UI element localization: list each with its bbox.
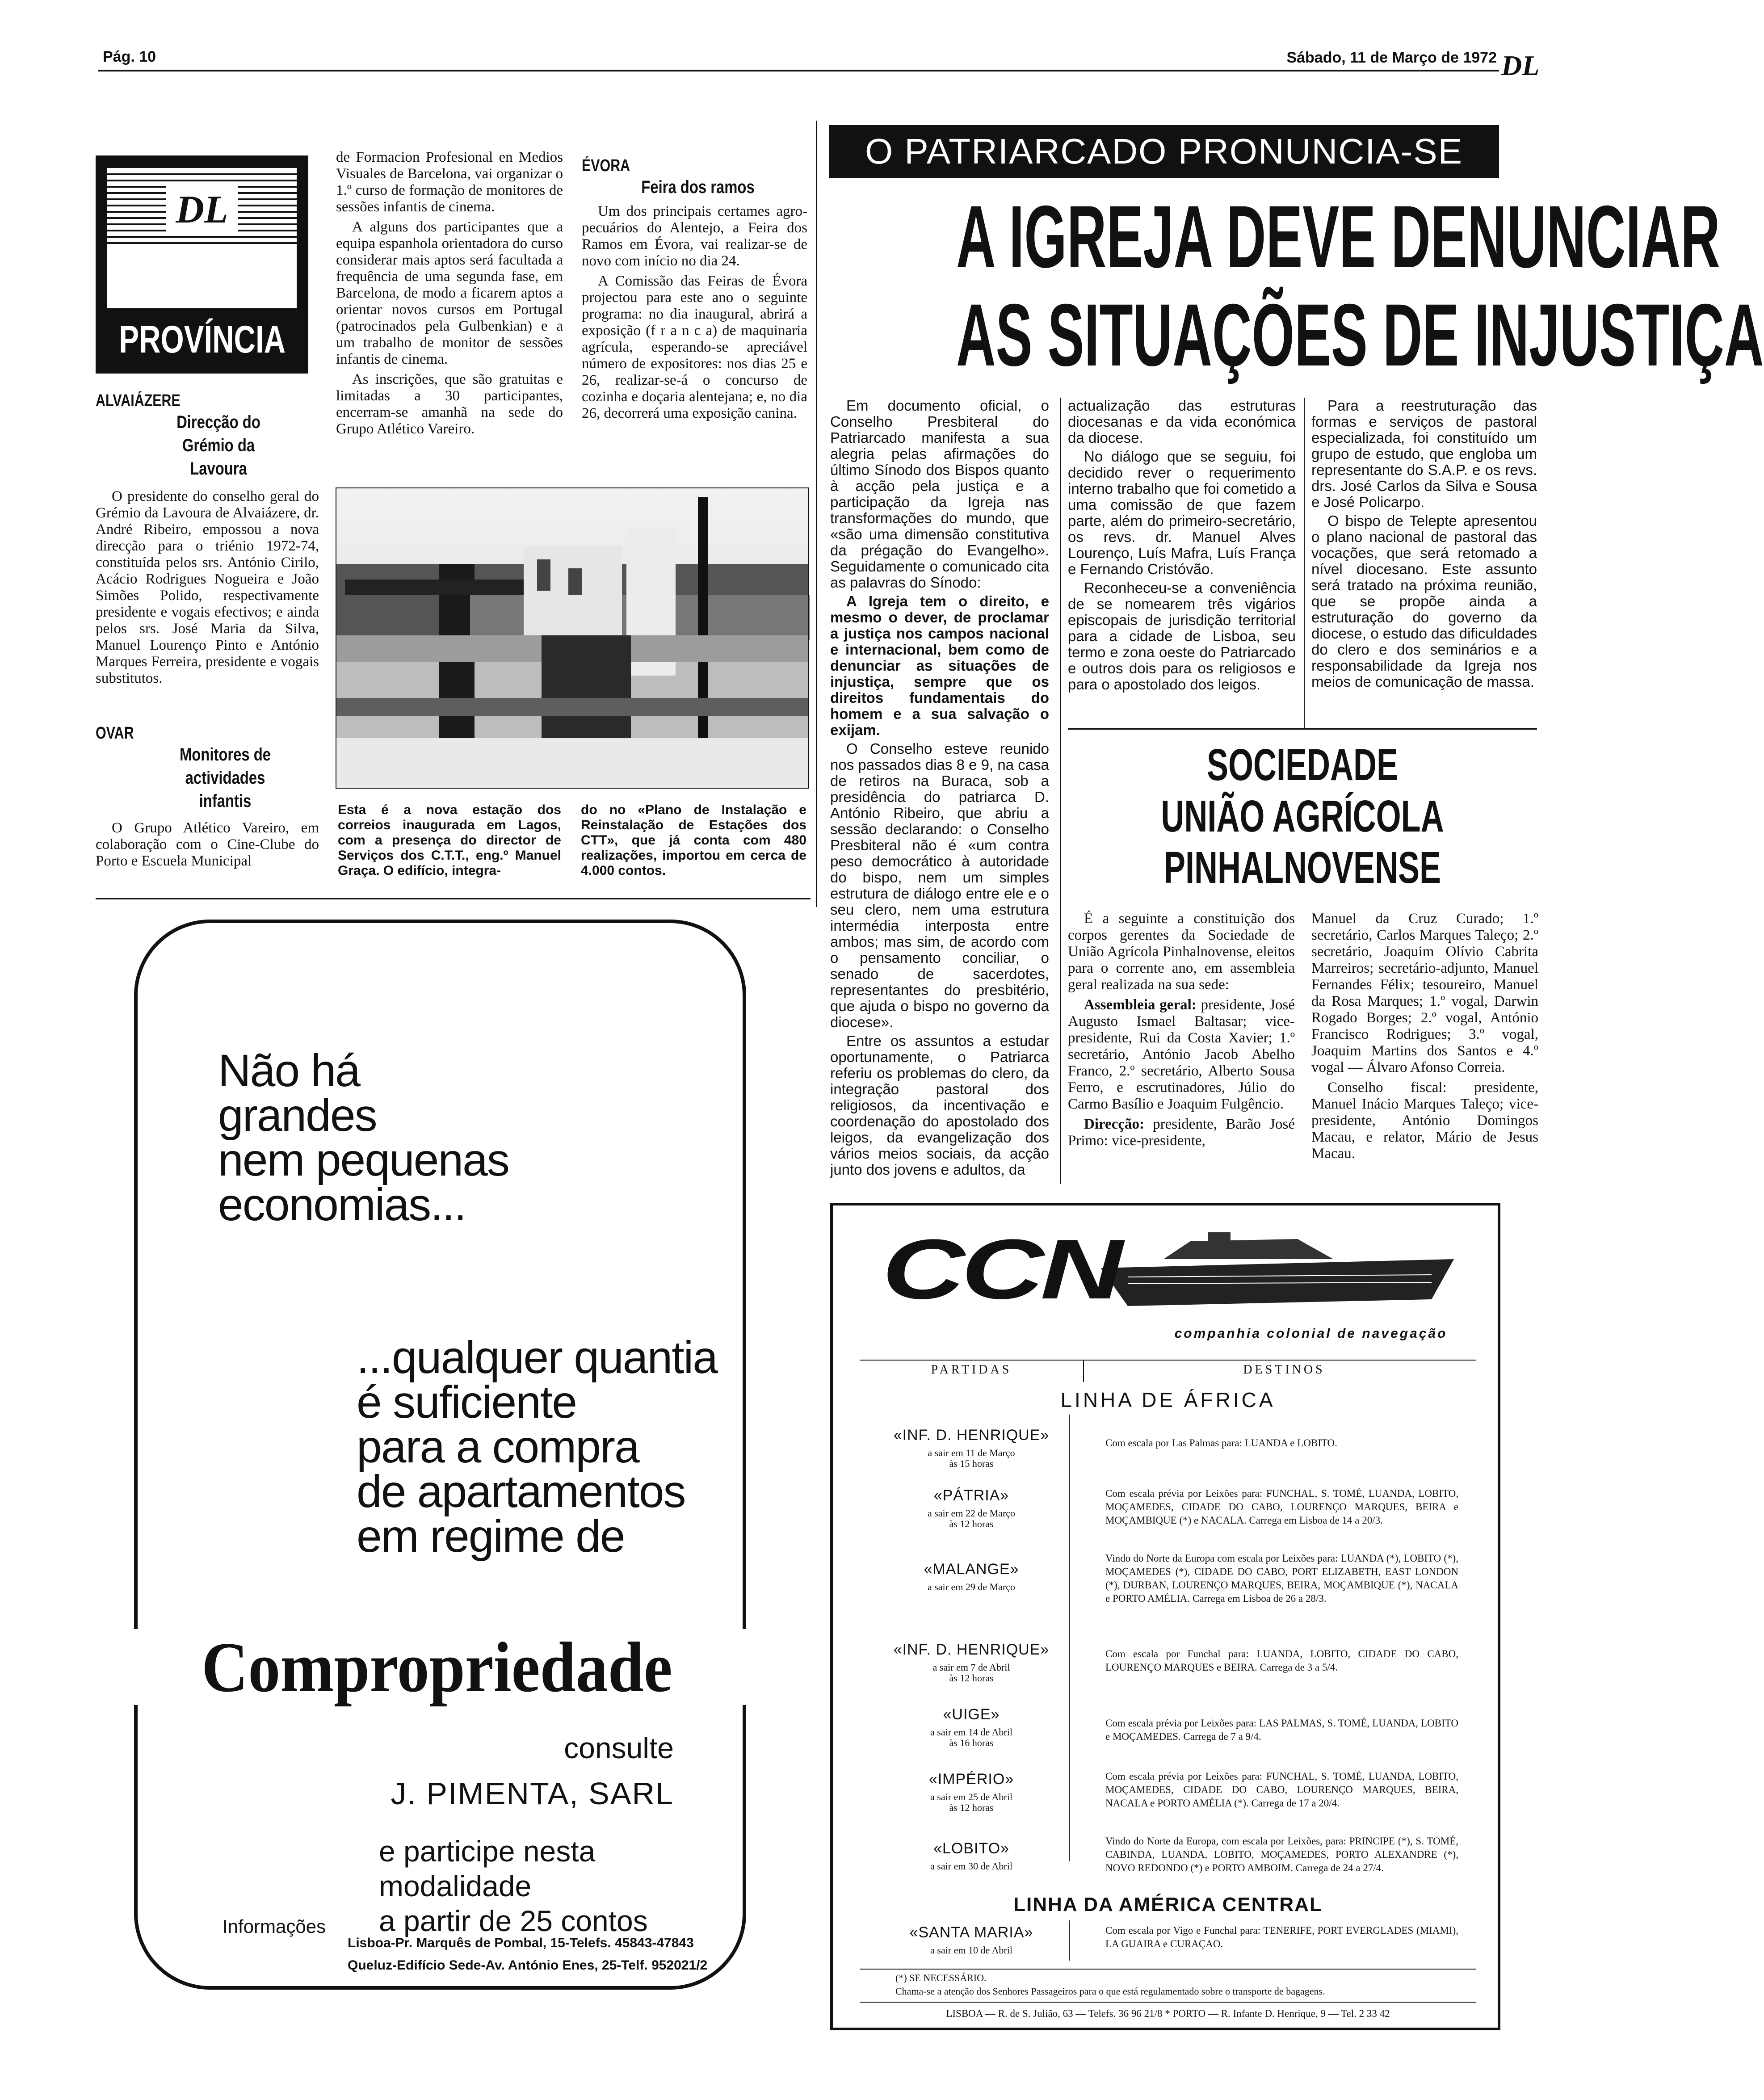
sociedade-h2: UNIÃO AGRÍCOLA bbox=[1161, 791, 1444, 841]
ship-8-dest: Com escala por Vigo e Funchal para: TENERIFE, PORT EVERGLADES (MIAMI), LA GUAIRA e CURAÇAO. bbox=[1105, 1925, 1458, 1949]
ovar-cont-p2: A alguns dos participantes que a equipa espanhola orientadora do curso considerar mais aptos será facultada a frequência de uma segunda fase, em Barcelona, de modo a ficarem aptos a orientar novos cursos em Portugal (patrocinados pela Gulbenkian) e a um trabalho de monitor de sessões infantis de cinema. bbox=[336, 219, 563, 367]
page-number: Pág. 10 bbox=[103, 48, 156, 65]
ship-7-dest: Vindo do Norte da Europa, com escala por Leixões, para: PRINCIPE (*), S. TOMÉ, CABINDA, LUANDA, LOBITO, MOÇAMEDES, PORTO ALEXANDRE (*), NOVO REDONDO (*) e PORTO AMBOIM. Carrega de 24 a 27/4. bbox=[1105, 1835, 1458, 1873]
ccn-footnote-2: Chama-se a atenção dos Senhores Passageiros para o que está regulamentado sobre o transporte de bagagens. bbox=[895, 1986, 1325, 1997]
ovar-article bbox=[96, 724, 319, 873]
patriarcado-col-2 bbox=[1068, 398, 1296, 695]
ship-5-date: a sair em 14 de Abril bbox=[930, 1726, 1012, 1738]
patriarcado-col-1 bbox=[830, 398, 1049, 1180]
ship-5-time: às 16 horas bbox=[949, 1737, 994, 1748]
comp-line-4: economias... bbox=[218, 1179, 466, 1230]
patriarcado-c1p2: O Conselho esteve reunido nos passados dias 8 e 9, na casa de retiros na Buraca, sob a presidência do patriarca D. António Ribeiro, que abriu a sessão declarando: o Conselho Presbiteral não é «um contra peso democrático à autoridade do bispo, nem um simples estrutura de diálogo entre ele e o seu clero, nem uma estrutura intermédia interposta entre ambos; mas sim, de acordo com o pensamento conciliar, o senado de sacerdotes, representantes do presbitério, que ajuda o bispo no governo da diocese». bbox=[830, 740, 1049, 1030]
alvaiazere-article bbox=[96, 391, 319, 690]
patriarcado-headline-1: A IGREJA DEVE DENUNCIAR bbox=[956, 187, 1720, 286]
sociedade-h3: PINHALNOVENSE bbox=[1163, 843, 1441, 893]
ccn-col-destinos: DESTINOS bbox=[1243, 1363, 1325, 1377]
ovar-kicker: OVAR bbox=[96, 724, 134, 743]
comp-line-1: Não há bbox=[218, 1045, 360, 1096]
ship-2-date: a sair em 22 de Março bbox=[927, 1508, 1016, 1519]
ccn-top-rule bbox=[860, 1360, 1476, 1361]
evora-p2: A Comissão das Feiras de Évora projectou para este ano o seguinte programa: no dia inaugural, abrirá a exposição (f r a n c a) de maquinaria agrícula, esperando-se apreciável número de expositores: nos dias 25 e 26, realizar-se-á o concurso de cozinha e doçaria alentejana; e, no dia 26, decorrerá uma exposição canina. bbox=[582, 273, 807, 421]
comp-company: J. PIMENTA, SARL bbox=[391, 1776, 674, 1811]
ovar-body: O Grupo Atlético Vareiro, em colaboração com o Cine-Clube do Porto e Escuela Municipal bbox=[96, 820, 319, 869]
ship-3-dest: Vindo do Norte da Europa com escala por Leixões para: LUANDA (*), LOBITO (*), MOÇAMEDES (*), CIDADE DO CABO, PORT ELIZABETH, EAST LONDON (*), DURBAN, LOURENÇO MARQUES, BEIRA, MOÇAMBIQUE (*), NACALA e PORTO AMÉLIA. Carrega em Lisboa de 26 a 28/3. bbox=[1105, 1553, 1458, 1604]
comp-participe-2: a partir de 25 contos bbox=[379, 1904, 648, 1937]
ship-3-name: «MALANGE» bbox=[924, 1561, 1019, 1578]
comp-addresses bbox=[348, 1932, 707, 1977]
ccn-linha-america: LINHA DA AMÉRICA CENTRAL bbox=[1013, 1894, 1323, 1915]
provincia-title: PROVÍNCIA bbox=[119, 318, 286, 361]
ccn-footnote-1: (*) SE NECESSÁRIO. bbox=[895, 1972, 987, 1983]
ship-3-date: a sair em 29 de Março bbox=[927, 1581, 1016, 1592]
ship-4-name: «INF. D. HENRIQUE» bbox=[893, 1641, 1050, 1658]
comp-info-label: Informações bbox=[223, 1916, 326, 1937]
comp-brand: Compropriedade bbox=[115, 1629, 759, 1705]
patriarcado-c2p2: No diálogo que se seguiu, foi decidido rever o requerimento interno trabalho que foi cometido a uma comissão de que fazem parte, além do primeiro-secretário, os revs. dr. Manuel Alves Lourenço, Luís Mafra, Luís França e Fernando Cristóvão. bbox=[1068, 448, 1296, 577]
ship-4-dest: Com escala por Funchal para: LUANDA, LOBITO, CIDADE DO CABO, LOURENÇO MARQUES e BEIRA. Carrega de 3 a 5/4. bbox=[1105, 1648, 1458, 1673]
evora-kicker: ÉVORA bbox=[582, 156, 630, 175]
masthead-logo: DL bbox=[1501, 50, 1540, 81]
ccn-tagline: companhia colonial de navegação bbox=[1174, 1326, 1448, 1341]
ship-6-time: às 12 horas bbox=[949, 1802, 994, 1813]
ccn-mid-rule bbox=[1083, 1360, 1084, 1382]
patriarcado-headline-2: AS SITUAÇÕES DE INJUSTIÇA bbox=[956, 286, 1764, 384]
evora-p1: Um dos principais certames agro-pecuários do Alentejo, a Feira dos Ramos em Évora, vai realizar-se de novo com início no dia 24. bbox=[582, 203, 807, 269]
comp-line-8: de apartamentos bbox=[357, 1466, 685, 1517]
comp-address-2: Queluz-Edifício Sede-Av. António Enes, 25-Telf. 952021/2 bbox=[348, 1958, 708, 1973]
ship-2-time: às 12 horas bbox=[949, 1518, 994, 1529]
post-office-photo-drawing bbox=[336, 488, 809, 788]
comp-address-1: Lisboa-Pr. Marquês de Pombal, 15-Telefs. 45843-47843 bbox=[348, 1936, 694, 1950]
sociedade-direccao: presidente, Barão José Primo: vice-presidente, bbox=[1068, 1116, 1295, 1149]
provincia-box bbox=[96, 155, 308, 374]
comp-participe bbox=[379, 1834, 743, 1938]
patriarcado-col-3 bbox=[1311, 398, 1537, 693]
patriarcado-c1p1: Em documento oficial, o Conselho Presbiteral do Patriarcado manifesta a sua alegria pelas afirmações do último Sínodo dos Bispos quanto à acção pela justiça e a participação da Igreja nas transformações do mundo, que «são uma dimensão constitutiva da prégação do Evangelho». Seguidamente o comunicado cita as palavras do Sínodo: bbox=[830, 397, 1049, 591]
ship-1-date: a sair em 11 de Março bbox=[928, 1447, 1015, 1458]
header-rule bbox=[98, 70, 1499, 71]
comp-block-2 bbox=[357, 1332, 717, 1562]
ship-6-dest: Com escala prévia por Leixões para: FUNCHAL, S. TOMÉ, LUANDA, LOBITO, MOÇAMEDES, CIDADE DO CABO, LOURENÇO MARQUES, BEIRA, NACALA e PORTO AMÉLIA (*). Carrega de 17 a 20/4. bbox=[1105, 1771, 1458, 1809]
sociedade-h1: SOCIEDADE bbox=[1206, 740, 1399, 790]
comp-line-5: ...qualquer quantia bbox=[357, 1332, 717, 1383]
evora-body-wrap bbox=[582, 203, 807, 422]
ship-6-date: a sair em 25 de Abril bbox=[930, 1791, 1012, 1802]
patriarcado-c3p1: Para a reestruturação das formas e serviços de pastoral especializada, foi constituído um grupo de estudo, que engloba um representante do S.A.P. e os revs. drs. José Carlos da Silva e Sousa e José Policarpo. bbox=[1311, 397, 1537, 510]
patriarcado-banner: O PATRIARCADO PRONUNCIA-SE bbox=[829, 125, 1499, 178]
compropriedade-ad bbox=[134, 920, 746, 1990]
patriarcado-col-rule-2 bbox=[1304, 398, 1305, 728]
comp-consulte: consulte bbox=[564, 1731, 674, 1764]
comp-line-6: é suficiente bbox=[357, 1377, 576, 1428]
alvaiazere-headline: Direcção do Grémio da Lavoura bbox=[176, 412, 260, 479]
ship-1-time: às 15 horas bbox=[949, 1458, 994, 1469]
ship-4-date: a sair em 7 de Abril bbox=[932, 1662, 1010, 1673]
ship-8-name: «SANTA MARIA» bbox=[909, 1924, 1033, 1941]
photo-caption-right: do no «Plano de Instalação e Reinstalação de Estações dos CTT», que já conta com 480 realizações, importou em cerca de 4.000 contos. bbox=[581, 802, 806, 878]
patriarcado-c3p2: O bispo de Telepte apresentou o plano nacional de pastoral das vocações, que será retomado a nível diocesano. Este assunto será tratado na próxima reunião, que se propõe ainda a estruturação do governo da diocese, o estudo das dificuldades do clero e dos seminários e a responsabilidade da Igreja nos meios de comunicação de massa. bbox=[1311, 512, 1537, 690]
evora-article bbox=[582, 156, 807, 425]
sociedade-assembleia-label: Assembleia geral: bbox=[1084, 997, 1197, 1013]
alvaiazere-body: O presidente do conselho geral do Grémio da Lavoura de Alvaiázere, dr. André Ribeiro, empossou a nova direcção para o triénio 1972-74, constituída pelos srs. António Cirilo, Acácio Rodrigues Nogueira e João Simões Polido, respectivamente presidente e vogais efectivos; e ainda pelos srs. José Maria da Silva, Manuel Lourenço Pinto e António Marques Ferreira, presidente e vogais substitutos. bbox=[96, 488, 319, 686]
sociedade-col-2 bbox=[1311, 911, 1538, 1166]
sociedade-assembleia: presidente, José Augusto Ismael Baltasar; vice-presidente, Rui da Costa Xavier; 1.º secretário, António Jacob Abelho Franco, 2.º secretário, Alberto Sousa Ferro, e escrutinadores, Júlio do Carmo Basílio e Joaquim Fulgêncio. bbox=[1068, 997, 1295, 1112]
comp-line-2: grandes bbox=[218, 1090, 377, 1141]
ship-2-dest: Com escala prévia por Leixões para: FUNCHAL, S. TOMÉ, LUANDA, LOBITO, MOÇAMEDES, CIDADE DO CABO, LOURENÇO MARQUES, BEIRA e MOÇAMBIQUE (*) e NACALA. Carrega em Lisboa de 14 a 20/3. bbox=[1105, 1488, 1458, 1526]
ship-1-name: «INF. D. HENRIQUE» bbox=[893, 1427, 1050, 1444]
ccn-footer: LISBOA — R. de S. Julião, 63 — Telefs. 36 96 21/8 * PORTO — R. Infante D. Henrique, 9 — Tel. 2 33 42 bbox=[946, 2008, 1390, 2019]
post-office-photo bbox=[336, 488, 809, 788]
ship-2-name: «PÁTRIA» bbox=[933, 1487, 1009, 1504]
patriarcado-c1-bold: A Igreja tem o direito, e mesmo o dever, de proclamar a justiça nos campos nacional e internacional, bem como de denunciar as situações de injustiça, sempre que os direitos fundamentais do homem e a sua salvação o exijam. bbox=[830, 593, 1049, 738]
ccn-logo: CCN bbox=[882, 1222, 1120, 1317]
ship-4-time: às 12 horas bbox=[949, 1672, 994, 1684]
comp-line-3: nem pequenas bbox=[218, 1134, 509, 1185]
photo-caption-left: Esta é a nova estação dos correios inaugurada em Lagos, com a presença do director de Serviços dos C.T.T., eng.º Manuel Graça. O edifício, integra- bbox=[338, 802, 561, 878]
ccn-footer-rule bbox=[860, 2002, 1476, 2003]
ovar-cont-p3: As inscrições, que são gratuitas e limitadas a 30 participantes, encerram-se amanhã na sede do Grupo Atlético Vareiro. bbox=[336, 371, 563, 437]
ccn-col-partidas: PARTIDAS bbox=[931, 1363, 1012, 1377]
ship-8-date: a sair em 10 de Abril bbox=[930, 1945, 1012, 1956]
patriarcado-c2p3: Reconheceu-se a conveniência de se nomearem três vigários episcopais de jurisdição territorial para a cidade de Lisboa, seu termo e zona oeste do Patriarcado e outros dois para os religiosos e para o apostolado dos leigos. bbox=[1068, 580, 1296, 693]
ship-7-date: a sair em 30 de Abril bbox=[930, 1861, 1012, 1872]
sociedade-top-rule bbox=[1068, 728, 1537, 730]
provincia-logo-panel bbox=[107, 168, 297, 308]
sociedade-col-1 bbox=[1068, 911, 1295, 1153]
patriarcado-col-rule-1 bbox=[1060, 398, 1061, 1184]
alvaiazere-body-wrap bbox=[96, 488, 319, 687]
patriarcado-c1p3: Entre os assuntos a estudar oportunamente, o Patriarca referiu os problemas do clero, da integração pastoral dos religiosos, da incentivação e coordenação do apostolado dos leigos, da evangelização dos vários meios sociais, da acção junto dos jovens e adultos, da bbox=[830, 1033, 1049, 1178]
ccn-ad bbox=[830, 1203, 1500, 2030]
ovar-headline: Monitores de actividades infantis bbox=[179, 745, 271, 811]
alvaiazere-kicker: ALVAIÁZERE bbox=[96, 391, 181, 410]
ship-7-name: «LOBITO» bbox=[933, 1840, 1009, 1857]
sociedade-c2p1: Manuel da Cruz Curado; 1.º secretário, Carlos Marques Taleço; 2.º secretário, Joaquim Olívio Cabrita Marreiros; secretário-adjunto, Manuel Fernandes Félix; tesoureiro, Manuel da Rosa Marques; 1.º vogal, Darwin Rogado Borges; 2.º vogal, António Francisco Rodrigues; 3.º vogal, Joaquim Martins dos Santos e 4.º vogal — Álvaro Afonso Correia. bbox=[1311, 911, 1538, 1075]
sociedade-c2p2: Conselho fiscal: presidente, Manuel Inácio Marques Taleço; vice-presidente, António Domingos Macau, e relator, Mário de Jesus Macau. bbox=[1311, 1079, 1538, 1162]
ccn-linha-africa: LINHA DE ÁFRICA bbox=[1060, 1388, 1276, 1411]
ship-5-dest: Com escala prévia por Leixões para: LAS PALMAS, S. TOMÉ, LUANDA, LOBITO e MOÇAMEDES. Carrega de 7 a 9/4. bbox=[1105, 1718, 1458, 1742]
evora-headline: Feira dos ramos bbox=[641, 177, 755, 197]
patriarcado-c2p1: actualização das estruturas diocesanas e da vida económica da diocese. bbox=[1068, 397, 1296, 446]
ccn-footnote-rule bbox=[860, 1969, 1476, 1970]
sociedade-c1p1: É a seguinte a constituição dos corpos gerentes da Sociedade de União Agrícola Pinhalnovense, eleitos para o corrente ano, em assembleia geral realizada na sua sede: bbox=[1068, 911, 1295, 993]
left-block-bottom-rule bbox=[96, 898, 811, 899]
ovar-continuation bbox=[336, 149, 563, 441]
issue-date: Sábado, 11 de Março de 1972 bbox=[1286, 49, 1497, 66]
comp-block-1 bbox=[218, 1045, 509, 1230]
sociedade-headline bbox=[1068, 739, 1537, 894]
ship-1-dest: Com escala por Las Palmas para: LUANDA e LOBITO. bbox=[1105, 1437, 1337, 1449]
ship-6-name: «IMPÉRIO» bbox=[928, 1771, 1014, 1788]
ship-5-name: «UIGE» bbox=[943, 1706, 1000, 1723]
comp-participe-1: e participe nesta modalidade bbox=[379, 1835, 596, 1903]
ovar-cont-p1: de Formacion Profesional en Medios Visuales de Barcelona, vai organizar o 1.º curso de formação de monitores de sessões infantis de cinema. bbox=[336, 149, 563, 215]
provincia-logo-text: DL bbox=[176, 188, 228, 231]
comp-line-9: em regime de bbox=[357, 1511, 625, 1562]
comp-line-7: para a compra bbox=[357, 1421, 639, 1472]
column-divider bbox=[816, 121, 817, 907]
sociedade-direccao-label: Direcção: bbox=[1084, 1116, 1144, 1132]
ovar-body-wrap bbox=[96, 820, 319, 869]
